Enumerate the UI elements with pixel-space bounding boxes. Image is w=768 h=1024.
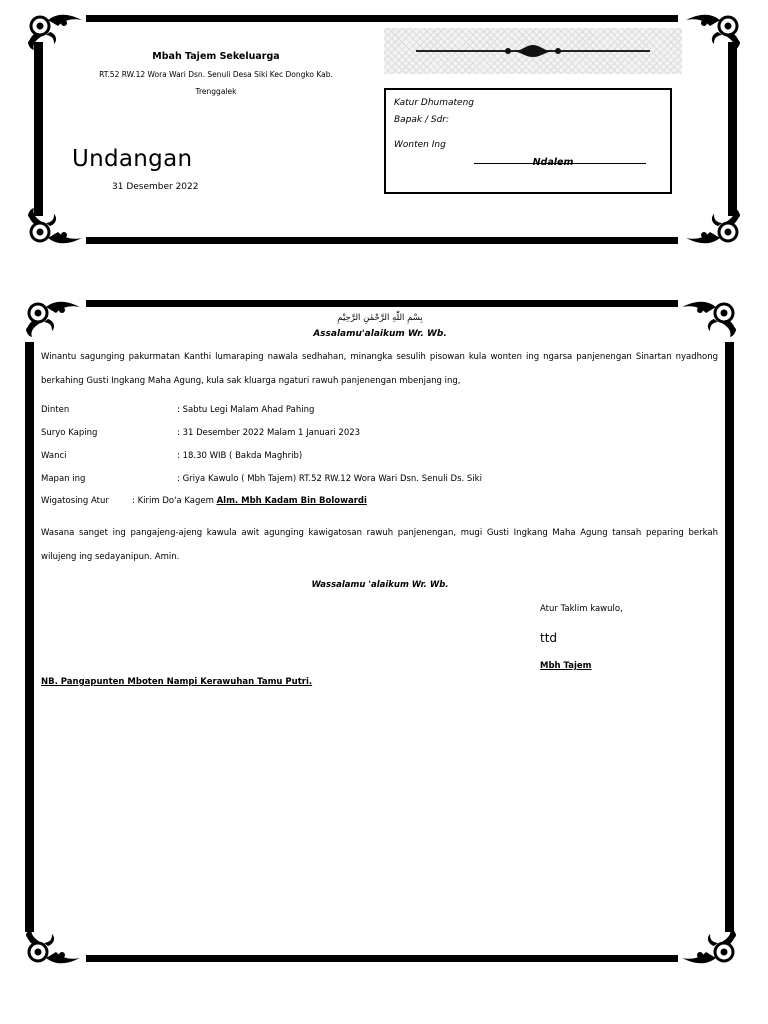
detail-value-day: : Sabtu Legi Malam Ahad Pahing	[177, 405, 315, 415]
envelope-top-border	[86, 15, 678, 22]
signature-intro: Atur Taklim kawulo,	[540, 604, 623, 614]
detail-label-time: Wanci	[41, 451, 67, 461]
flourish-icon	[502, 41, 564, 61]
corner-ornament-icon	[682, 206, 744, 248]
intro-paragraph: Winantu sagunging pakurmatan Kanthi lumaraping nawala sedhahan, minangka sesulih pisowan kula wonten ing ngarsa panjenengan Sinartan nyadhong berkahing Gusti Ingkang Maha Agung, kula sak kluarga ngaturi rawuh panjenengan mbenjang ing,	[41, 352, 718, 386]
corner-ornament-icon	[22, 926, 84, 968]
corner-ornament-icon	[24, 10, 86, 52]
detail-value-time: : 18.30 WIB ( Bakda Maghrib)	[177, 451, 303, 461]
recipient-line-1: Katur Dhumateng	[394, 98, 474, 108]
recipient-line-3: Wonten Ing	[394, 140, 446, 150]
letter-top-border	[86, 300, 678, 307]
decorative-pattern-banner	[384, 28, 682, 74]
purpose-label: Wigatosing Atur	[41, 496, 109, 506]
detail-value-date: : 31 Desember 2022 Malam 1 Januari 2023	[177, 428, 361, 438]
detail-label-venue: Mapan ing	[41, 474, 86, 484]
detail-label-date: Suryo Kaping	[41, 428, 98, 438]
detail-label-day: Dinten	[41, 405, 70, 415]
body-paragraph: Wasana sanget ing pangajeng-ajeng kawula awit agunging kawigatosan rawuh panjenengan, mugi Gusti Ingkang Maha Agung tansah peparing berkah wilujeng ing sedayanipun. Amin.	[41, 528, 718, 562]
purpose-name: Alm. Mbh Kadam Bin Bolowardi	[216, 496, 367, 506]
letter-left-border	[25, 342, 34, 932]
signature-mark: ttd	[540, 631, 558, 645]
recipient-place: Ndalem	[532, 157, 574, 168]
sender-name: Mbah Tajem Sekeluarga	[152, 51, 280, 62]
corner-ornament-icon	[678, 926, 740, 968]
corner-ornament-icon	[678, 297, 740, 339]
recipient-box	[384, 88, 672, 194]
purpose-prefix: : Kirim Do'a Kagem	[132, 496, 214, 506]
letter-bottom-border	[86, 955, 678, 962]
envelope-right-border	[728, 42, 737, 216]
signature-name: Mbh Tajem	[540, 661, 592, 671]
closing-greeting: Wassalamu 'alaikum Wr. Wb.	[311, 580, 449, 590]
envelope-date: 31 Desember 2022	[112, 182, 199, 192]
purpose-value	[132, 496, 367, 506]
corner-ornament-icon	[24, 206, 86, 248]
corner-ornament-icon	[22, 297, 84, 339]
sender-address: RT.52 RW.12 Wora Wari Dsn. Senuli Desa Siki Kec Dongko Kab. Trenggalek	[99, 70, 333, 96]
envelope-left-border	[34, 42, 43, 216]
note: NB. Pangapunten Mboten Nampi Kerawuhan Tamu Putri.	[41, 677, 313, 687]
envelope-title: Undangan	[72, 146, 193, 172]
detail-value-venue: : Griya Kawulo ( Mbh Tajem) RT.52 RW.12 Wora Wari Dsn. Senuli Ds. Siki	[177, 474, 482, 484]
basmala: بِسْمِ اللّٰهِ الرَّحْمٰنِ الرَّحِيْمِ	[337, 313, 423, 323]
recipient-line-2: Bapak / Sdr:	[394, 115, 450, 125]
greeting: Assalamu'alaikum Wr. Wb.	[313, 329, 447, 339]
corner-ornament-icon	[682, 10, 744, 52]
envelope-bottom-border	[86, 237, 678, 244]
letter-right-border	[725, 342, 734, 932]
